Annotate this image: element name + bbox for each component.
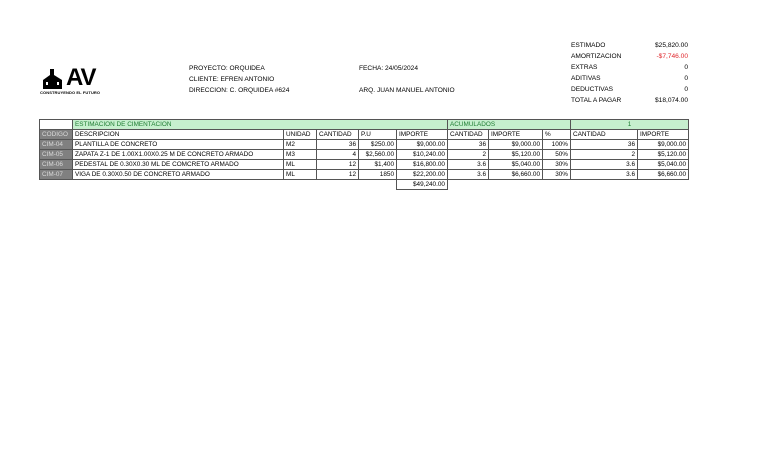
summary-label-deductivas: DEDUCTIVAS [571,86,614,93]
acumulados-title: ACUMULADOS [448,120,571,130]
cell-unidad: M3 [284,150,317,160]
estimate-table [39,119,689,190]
title-row [40,120,689,130]
cell-importe: $22,200.00 [397,170,448,180]
cell-pu: 1850 [359,170,397,180]
cell-pu: $2,560.00 [359,150,397,160]
cell-percent: 50% [543,150,571,160]
cell-importe: $10,240.00 [397,150,448,160]
cell-pu: $250.00 [359,140,397,150]
table-row [40,170,689,180]
cell-descripcion: PEDESTAL DE 0.30X0.30 ML DE COMCRETO ARMADO [73,160,284,170]
summary-value-deductivas: 0 [684,86,688,93]
header-codigo: CODIGO [40,130,73,140]
header-importe: IMPORTE [397,130,448,140]
cell-codigo: CIM-04 [40,140,73,150]
total-row [40,180,689,190]
cell-acum-importe: $9,000.00 [489,140,543,150]
summary-value-aditivas: 0 [684,75,688,82]
cell-acum-importe: $5,040.00 [489,160,543,170]
cell-est-importe: $5,040.00 [638,160,689,170]
cell-est-importe: $9,000.00 [638,140,689,150]
total-importe: $49,240.00 [397,180,448,190]
cell-percent: 30% [543,160,571,170]
header-row [40,130,689,140]
header-est-importe: IMPORTE [638,130,689,140]
total-spacer-right [448,180,689,190]
cell-acum-cantidad: 3.6 [448,160,489,170]
header-percent: % [543,130,571,140]
project-name: PROYECTO: ORQUIDEA [189,65,265,72]
cell-cantidad: 12 [317,160,359,170]
summary-label-extras: EXTRAS [571,64,598,71]
cell-acum-cantidad: 3.6 [448,170,489,180]
header-acum-importe: IMPORTE [489,130,543,140]
header-pu: P.U [359,130,397,140]
table-row [40,150,689,160]
summary-label-estimado: ESTIMADO [571,42,606,49]
cell-est-cantidad: 3.6 [571,160,638,170]
estimate-number: 1 [571,120,689,130]
table-row [40,140,689,150]
cell-percent: 100% [543,140,571,150]
cell-cantidad: 12 [317,170,359,180]
table-row [40,160,689,170]
cell-est-importe: $5,120.00 [638,150,689,160]
cell-acum-cantidad: 36 [448,140,489,150]
cell-acum-cantidad: 2 [448,150,489,160]
cell-est-cantidad: 3.6 [571,170,638,180]
client-name: CLIENTE: EFREN ANTONIO [189,76,275,83]
cell-est-cantidad: 2 [571,150,638,160]
cell-descripcion: ZAPATA Z-1 DE 1.00X1.00X0.25 M DE CONCRETO ARMADO [73,150,284,160]
cell-est-importe: $6,660.00 [638,170,689,180]
cell-unidad: ML [284,170,317,180]
cell-codigo: CIM-06 [40,160,73,170]
cell-unidad: ML [284,160,317,170]
architect: ARQ. JUAN MANUEL ANTONIO [359,87,455,94]
cell-descripcion: VIGA DE 0.30X0.50 DE CONCRETO ARMADO [73,170,284,180]
cell-pu: $1,400 [359,160,397,170]
cell-descripcion: PLANTILLA DE CONCRETO [73,140,284,150]
cell-codigo: CIM-07 [40,170,73,180]
total-spacer [40,180,397,190]
company-logo [38,64,120,98]
summary-label-amortizacion: AMORTIZACION [571,53,622,60]
summary-value-extras: 0 [684,64,688,71]
cell-percent: 30% [543,170,571,180]
header-descripcion: DESCRIPCION [73,130,284,140]
blank-cell [40,120,73,130]
cell-acum-importe: $5,120.00 [489,150,543,160]
cell-est-cantidad: 36 [571,140,638,150]
house-tower-icon [42,68,64,90]
cell-cantidad: 36 [317,140,359,150]
summary-value-amortizacion: -$7,746.00 [656,53,688,60]
header-cantidad: CANTIDAD [317,130,359,140]
header-unidad: UNIDAD [284,130,317,140]
date: FECHA: 24/05/2024 [359,65,419,72]
logo-tagline: CONSTRUYENDO EL FUTURO [40,90,101,95]
cell-importe: $9,000.00 [397,140,448,150]
header-acum-cantidad: CANTIDAD [448,130,489,140]
summary-label-aditivas: ADITIVAS [571,75,601,82]
header-est-cantidad: CANTIDAD [571,130,638,140]
cell-codigo: CIM-05 [40,150,73,160]
summary-value-estimado: $25,820.00 [654,42,688,49]
section-title: ESTIMACION DE CIMENTACION [73,120,448,130]
cell-cantidad: 4 [317,150,359,160]
cell-unidad: M2 [284,140,317,150]
address: DIRECCION: C. ORQUIDEA #624 [189,87,290,94]
logo-brand-text: AV [66,64,96,91]
cell-acum-importe: $6,660.00 [489,170,543,180]
summary-label-total: TOTAL A PAGAR [571,97,622,104]
cell-importe: $16,800.00 [397,160,448,170]
summary-value-total: $18,074.00 [654,97,688,104]
